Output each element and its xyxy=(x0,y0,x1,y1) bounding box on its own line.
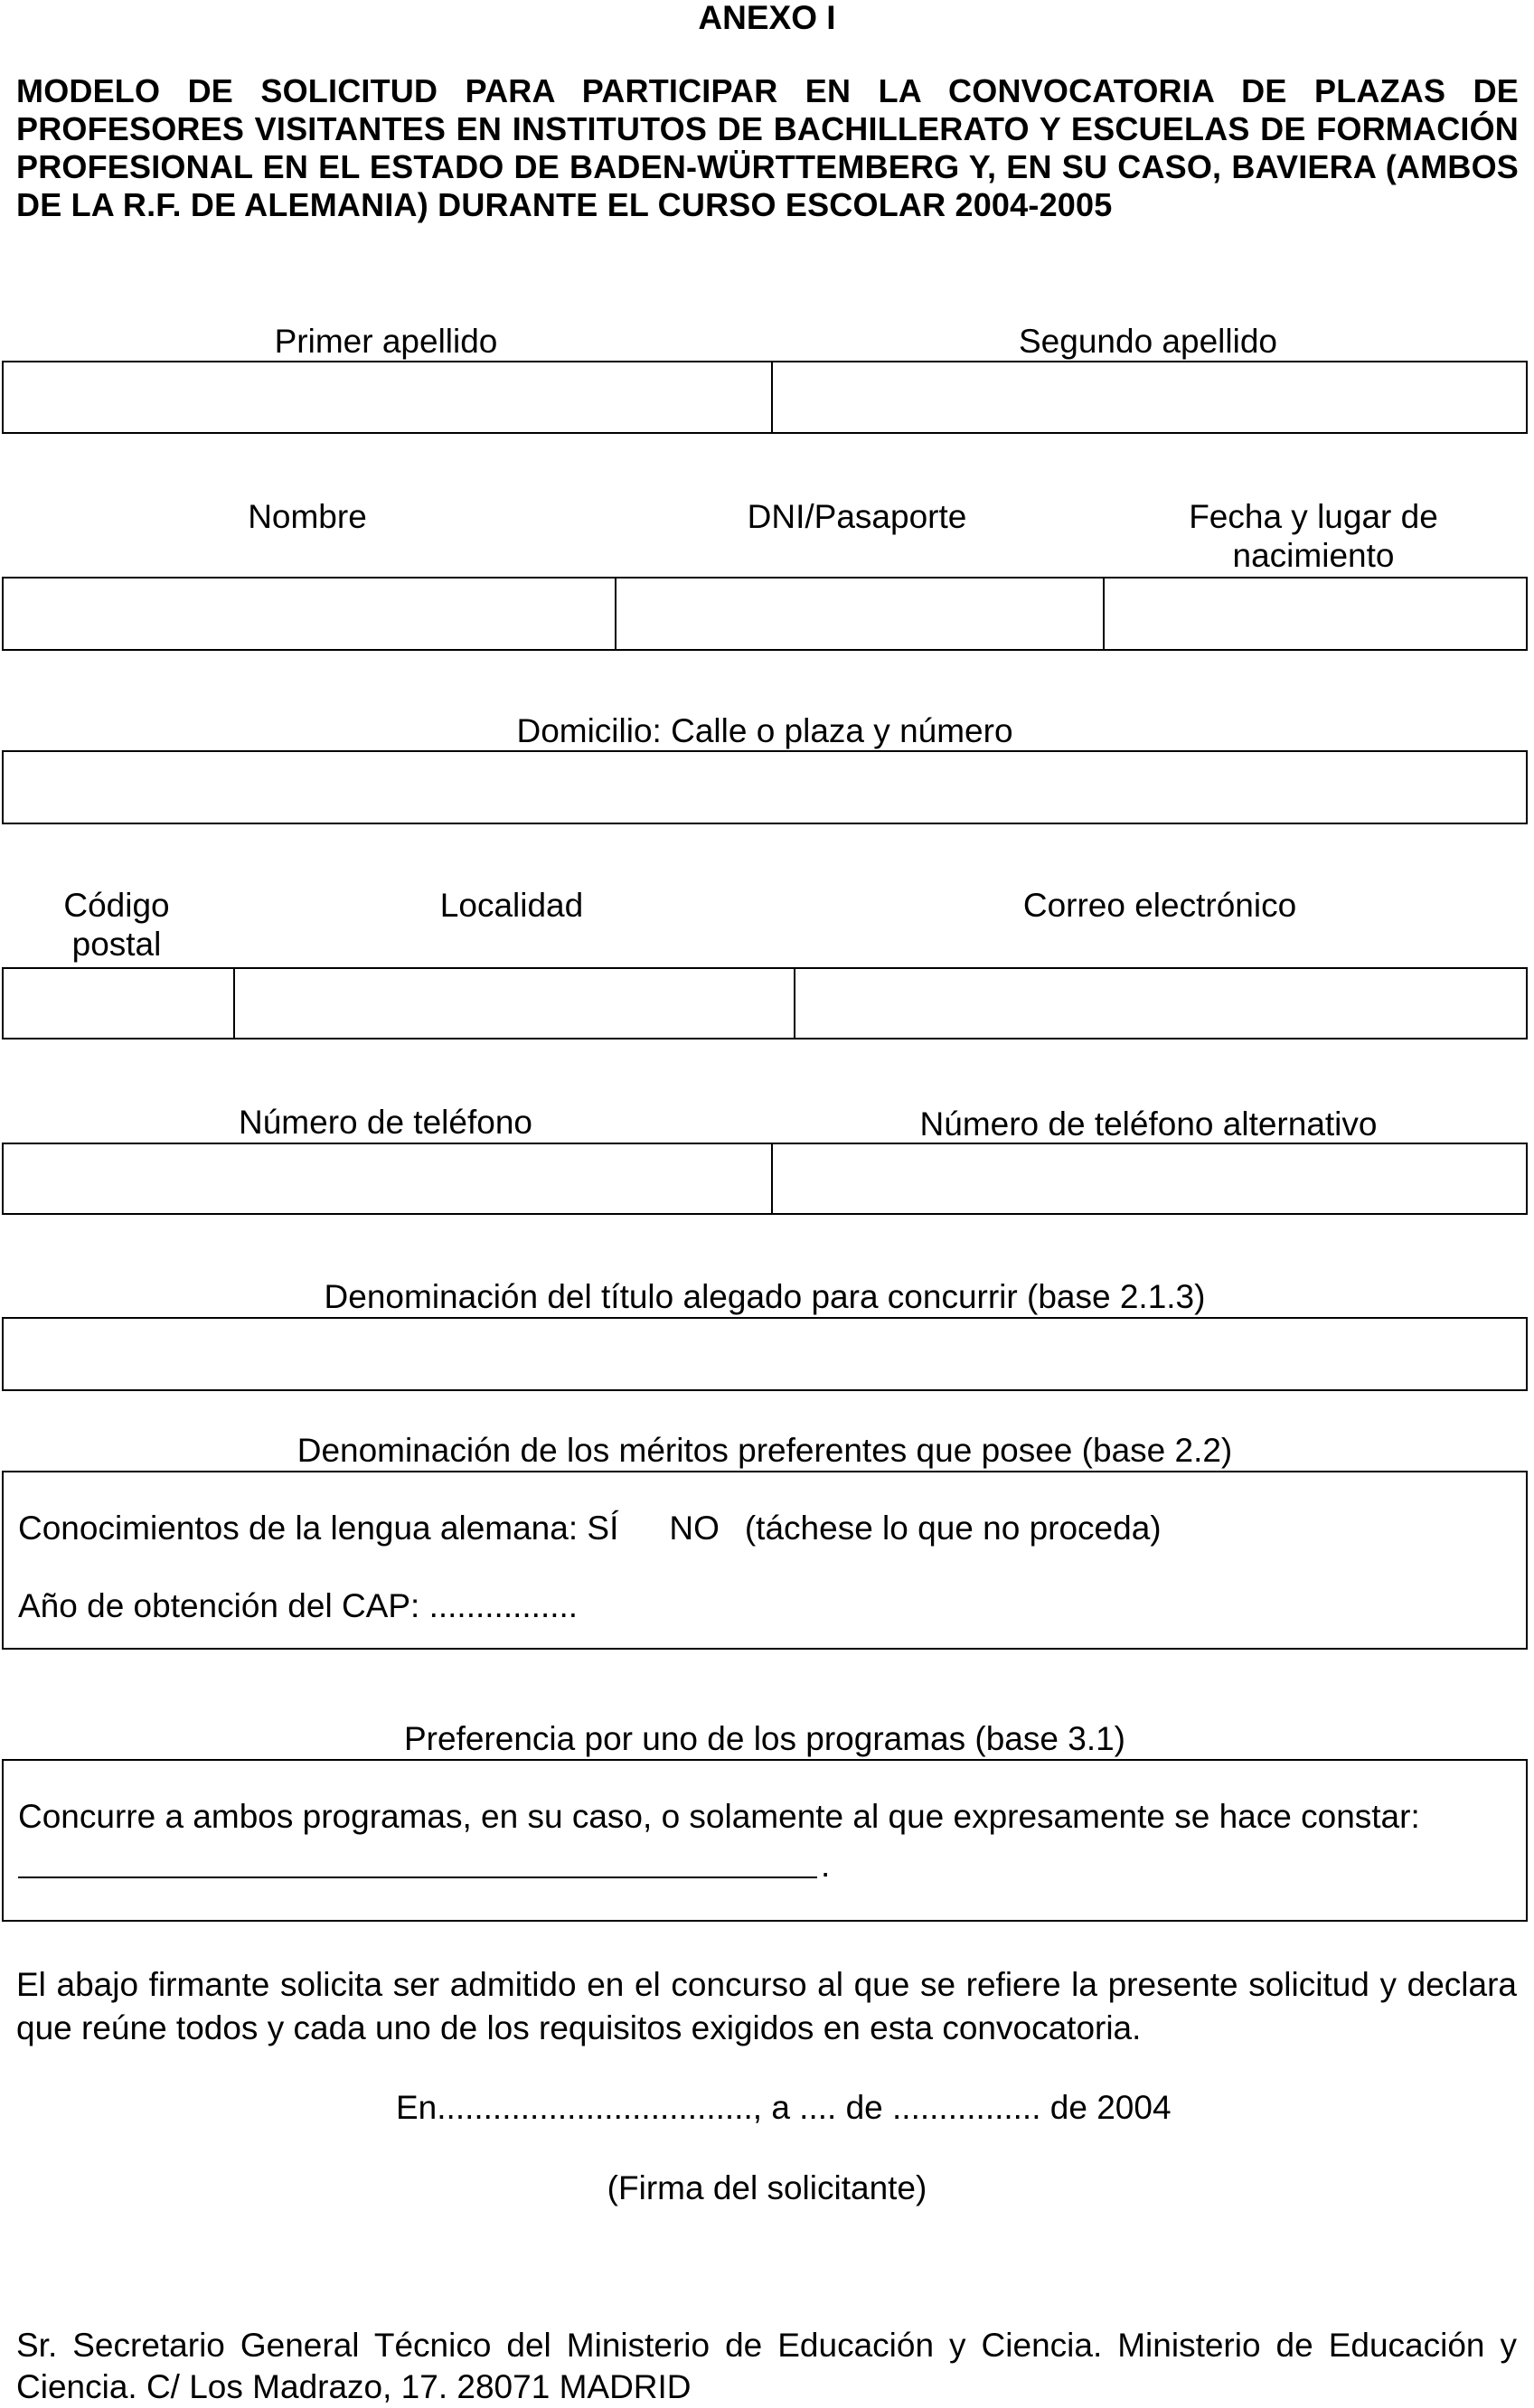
domicilio-label: Domicilio: Calle o plaza y número xyxy=(516,712,1013,749)
apellidos-row xyxy=(2,361,1528,434)
codigo-postal-field[interactable] xyxy=(4,969,233,1038)
localidad-field[interactable] xyxy=(233,969,794,1038)
annex-title: ANEXO I xyxy=(698,0,836,36)
segundo-apellido-label: Segundo apellido xyxy=(1019,323,1277,360)
programas-text: Concurre a ambos programas, en su caso, o solamente al que expresamente se hace constar: xyxy=(18,1798,1420,1835)
preferencia-label: Preferencia por uno de los programas (base 3.1) xyxy=(404,1720,1125,1757)
codigo-postal-label: Código postal xyxy=(63,887,170,963)
domicilio-field[interactable] xyxy=(2,750,1528,824)
no-option[interactable]: NO xyxy=(669,1510,720,1547)
signature-label: (Firma del solicitante) xyxy=(607,2169,927,2206)
primer-apellido-label: Primer apellido xyxy=(274,323,498,360)
cap-line: Año de obtención del CAP: ................ xyxy=(18,1587,579,1624)
correo-field[interactable] xyxy=(794,969,1526,1038)
fecha-lugar-field[interactable] xyxy=(1103,578,1526,649)
nombre-row xyxy=(2,577,1528,651)
dni-field[interactable] xyxy=(615,578,1103,649)
programa-line[interactable] xyxy=(18,1877,817,1878)
telefono-alt-label: Número de teléfono alternativo xyxy=(919,1105,1378,1143)
primer-apellido-field[interactable] xyxy=(4,362,771,432)
meritos-box xyxy=(2,1471,1528,1650)
fecha-lugar-label: Fecha y lugar de nacimiento xyxy=(1189,498,1438,574)
segundo-apellido-field[interactable] xyxy=(771,362,1526,432)
preferencia-box xyxy=(2,1759,1528,1922)
dni-label: DNI/Pasaporte xyxy=(747,498,967,535)
place-date: En.................................., a .... de ................ de 2004 xyxy=(396,2089,1172,2126)
form-title: MODELO DE SOLICITUD PARA PARTICIPAR EN LA CONVOCATORIA DE PLAZAS DE PROFESORES VISITANTES EN INSTITUTOS DE BACHILLERATO Y ESCUELAS DE FORMACIÓN PROFESIONAL EN EL ESTADO DE BADEN-WÜRTTEMBERG Y, EN SU CASO, BAVIERA (AMBOS DE LA R.F. DE ALEMANIA) DURANTE EL CURSO ESCOLAR 2004-2005 xyxy=(16,72,1519,223)
localidad-row xyxy=(2,967,1528,1039)
aleman-line xyxy=(18,1509,1162,1548)
telefono-alt-field[interactable] xyxy=(771,1144,1526,1213)
localidad-label: Localidad xyxy=(439,887,584,924)
correo-label: Correo electrónico xyxy=(1022,887,1297,924)
addressee: Sr. Secretario General Técnico del Ministerio de Educación y Ciencia. Ministerio de Educación y Ciencia. C/ Los Madrazo, 17. 28071 MADRID xyxy=(16,2327,1517,2405)
titulo-label: Denominación del título alegado para concurrir (base 2.1.3) xyxy=(324,1278,1206,1315)
telefono-field[interactable] xyxy=(4,1144,771,1213)
telefono-label: Número de teléfono xyxy=(239,1104,532,1141)
aleman-label: Conocimientos de la lengua alemana: SÍ xyxy=(18,1510,619,1547)
programa-line-end: . xyxy=(821,1847,831,1884)
telefono-row xyxy=(2,1143,1528,1215)
aleman-note: (táchese lo que no proceda) xyxy=(744,1510,1162,1547)
declaration: El abajo firmante solicita ser admitido en el concurso al que se refiere la presente solicitud y declara que reúne todos y cada uno de los requisitos exigidos en esta convocatoria. xyxy=(16,1966,1517,2046)
meritos-label: Denominación de los méritos preferentes que posee (base 2.2) xyxy=(296,1432,1233,1469)
nombre-label: Nombre xyxy=(248,498,367,535)
titulo-field[interactable] xyxy=(2,1317,1528,1391)
nombre-field[interactable] xyxy=(4,578,615,649)
